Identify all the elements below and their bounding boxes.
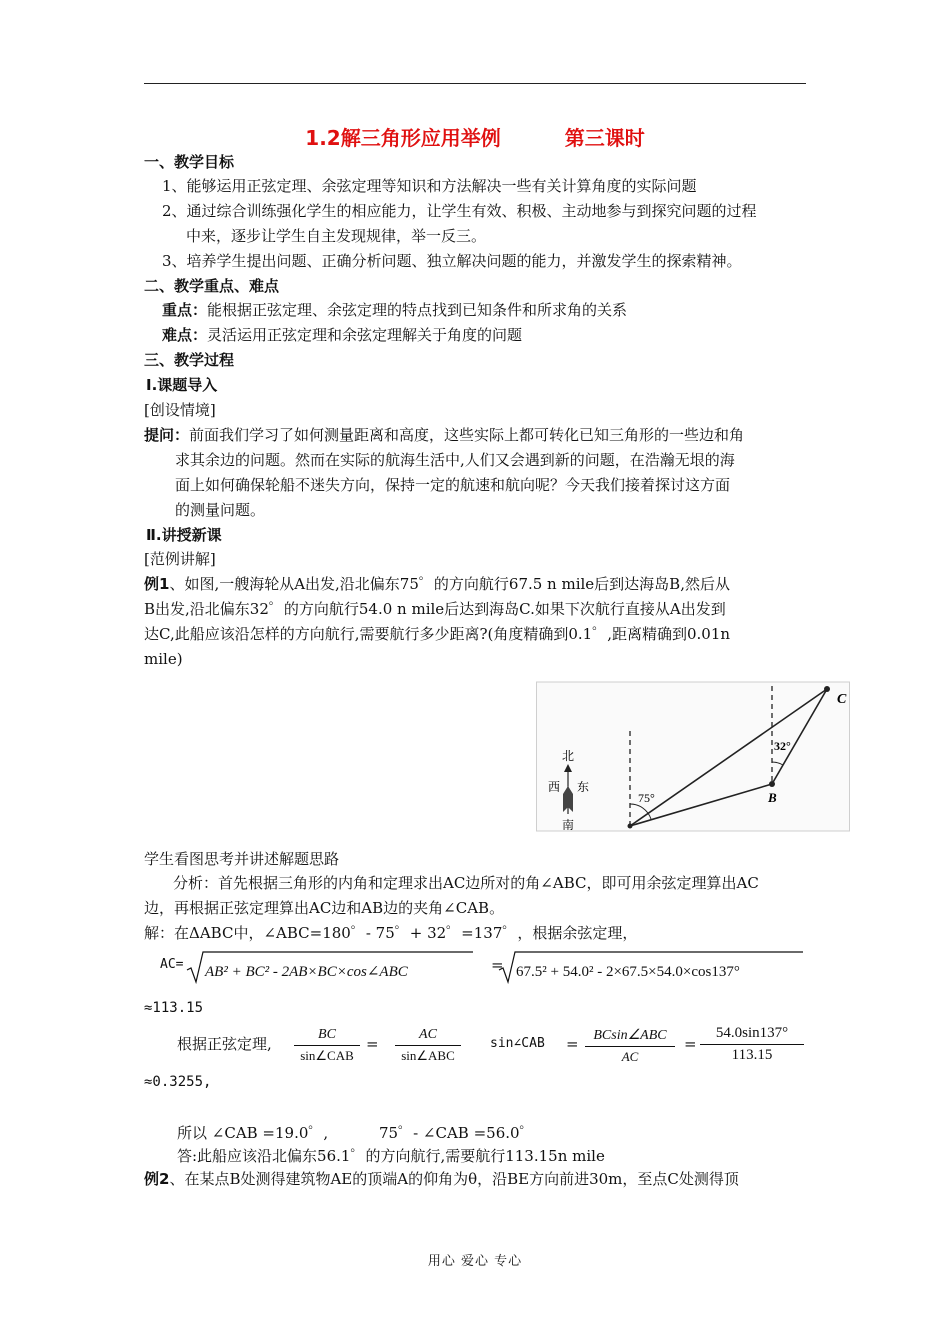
approx-1: ≈113.15 [144,1000,204,1016]
point-label-c: C [837,692,847,707]
example1-line-4: mile) [144,650,183,668]
analysis-line-2: 边，再根据正弦定理算出AC边和AB边的夹角∠CAB。 [144,899,505,917]
point-b-dot [769,781,775,787]
ac-label: AC= [160,957,184,972]
approx-2: ≈0.3255, [144,1074,212,1090]
page-title [0,122,950,151]
point-label-b: B [768,790,777,805]
frac1-num: BC [294,1027,360,1046]
ask-line-1 [144,424,744,446]
fraction-numeric [700,1025,804,1064]
frac4-num: 54.0sin137° [700,1025,804,1045]
title-session: 第三课时 [564,126,645,150]
goal-item-1: 1、能够运用正弦定理、余弦定理等知识和方法解决一些有关计算角度的实际问题 [162,177,697,195]
scene-label: [创设情境] [144,401,216,419]
compass-north: 北 [562,749,575,763]
part-new-lesson: Ⅱ.讲授新课 [146,526,222,544]
example1-line-3: 达C,此船应该沿怎样的方向航行,需要航行多少距离?(角度精确到0.1゜,距离精确到0.01n [144,625,731,643]
solution-line-1: 解：在ΔABC中，∠ABC=180゜- 75゜+ 32゜=137゜，根据余弦定理， [144,924,638,942]
difficult-text: 灵活运用正弦定理和余弦定理解关于角度的问题 [207,326,523,344]
example1-text-1: 、如图,一艘海轮从A出发,沿北偏东75゜的方向航行67.5 n mile后到达海岛B,然后从 [169,575,730,593]
equals-sign-2: = [366,1035,379,1053]
answer-line: 答:此船应该沿北偏东56.1゜的方向航行,需要航行113.15n mile [177,1147,605,1165]
fraction-bcsin-ac [585,1027,675,1065]
part-intro: Ⅰ.课题导入 [146,376,218,394]
think-line: 学生看图思考并讲述解题思路 [144,850,340,868]
frac2-den: sin∠ABC [401,1048,455,1063]
figure-frame [537,682,850,831]
goal-item-2: 2、通过综合训练强化学生的相应能力，让学生有效、积极、主动地参与到探究问题的过程 [162,202,757,220]
formula-1: AB² + BC² - 2AB×BC×cos∠ABC [205,964,408,980]
header-rule [144,83,806,84]
key-point [162,299,627,321]
navigation-figure [536,676,850,832]
angle-label-b: 32° [774,739,791,753]
example1-label: 例1 [144,575,170,593]
ask-label: 提问： [144,426,190,444]
compass-west: 西 [548,780,561,794]
so-line-1: 所以 ∠CAB =19.0゜, [177,1124,329,1142]
example2-line [144,1168,739,1190]
fraction-bc-sincab [294,1027,360,1064]
compass-east: 东 [577,780,590,794]
so-line-2: 75゜- ∠CAB =56.0゜ [379,1124,535,1142]
key-label: 重点： [162,301,208,319]
key-text: 能根据正弦定理、余弦定理的特点找到已知条件和所求角的关系 [207,301,628,319]
frac3-den: AC [621,1049,639,1064]
example2-text: 、在某点B处测得建筑物AE的顶端A的仰角为θ，沿BE方向前进30m，至点C处测得顶 [169,1170,739,1188]
frac4-den: 113.15 [731,1047,773,1063]
analysis-line-1: 分析：首先根据三角形的内角和定理求出AC边所对的角∠ABC，即可用余弦定理算出AC [173,874,759,892]
example2-label: 例2 [144,1170,170,1188]
section-heading-focus: 二、教学重点、难点 [144,277,280,295]
example1-line-2: B出发,沿北偏东32゜的方向航行54.0 n mile后达到海岛C.如果下次航行直接从A出发到 [144,600,726,618]
example1-line-1 [144,573,730,595]
examples-label: [范例讲解] [144,550,216,568]
ask-line-4: 的测量问题。 [175,501,266,519]
equals-sign-3: = [566,1035,579,1053]
fraction-ac-sinabc [395,1027,461,1064]
point-c-dot [824,686,830,692]
equals-sign: = [491,956,504,974]
ask-line-3: 面上如何确保轮船不迷失方向，保持一定的航速和航向呢？今天我们接着探讨这方面 [175,476,731,494]
ask-line-2: 求其余边的问题。然而在实际的航海生活中,人们又会遇到新的问题，在浩瀚无垠的海 [175,451,735,469]
difficult-label: 难点： [162,326,208,344]
goal-item-3: 3、培养学生提出问题、正确分析问题、独立解决问题的能力，并激发学生的探索精神。 [162,252,742,270]
compass-south: 南 [562,818,575,832]
frac1-den: sin∠CAB [300,1048,354,1063]
difficult-point [162,324,522,346]
sin-cab: sin∠CAB [490,1036,545,1051]
equals-sign-4: = [684,1035,697,1053]
section-heading-goals: 一、教学目标 [144,153,235,171]
page-footer: 用心 爱心 专心 [427,1254,523,1269]
formula-2: 67.5² + 54.0² - 2×67.5×54.0×cos137° [516,964,740,980]
frac2-num: AC [395,1027,461,1046]
ask-text-1: 前面我们学习了如何测量距离和高度，这些实际上都可转化已知三角形的一些边和角 [189,426,745,444]
title-main: 1.2解三角形应用举例 [305,126,501,150]
sine-rule-label: 根据正弦定理, [177,1035,272,1053]
section-heading-process: 三、教学过程 [144,351,235,369]
frac3-num: BCsin∠ABC [585,1027,675,1047]
point-a [628,824,633,829]
goal-item-2-cont: 中来，逐步让学生自主发现规律，举一反三。 [186,227,487,245]
angle-label-a: 75° [638,791,655,805]
